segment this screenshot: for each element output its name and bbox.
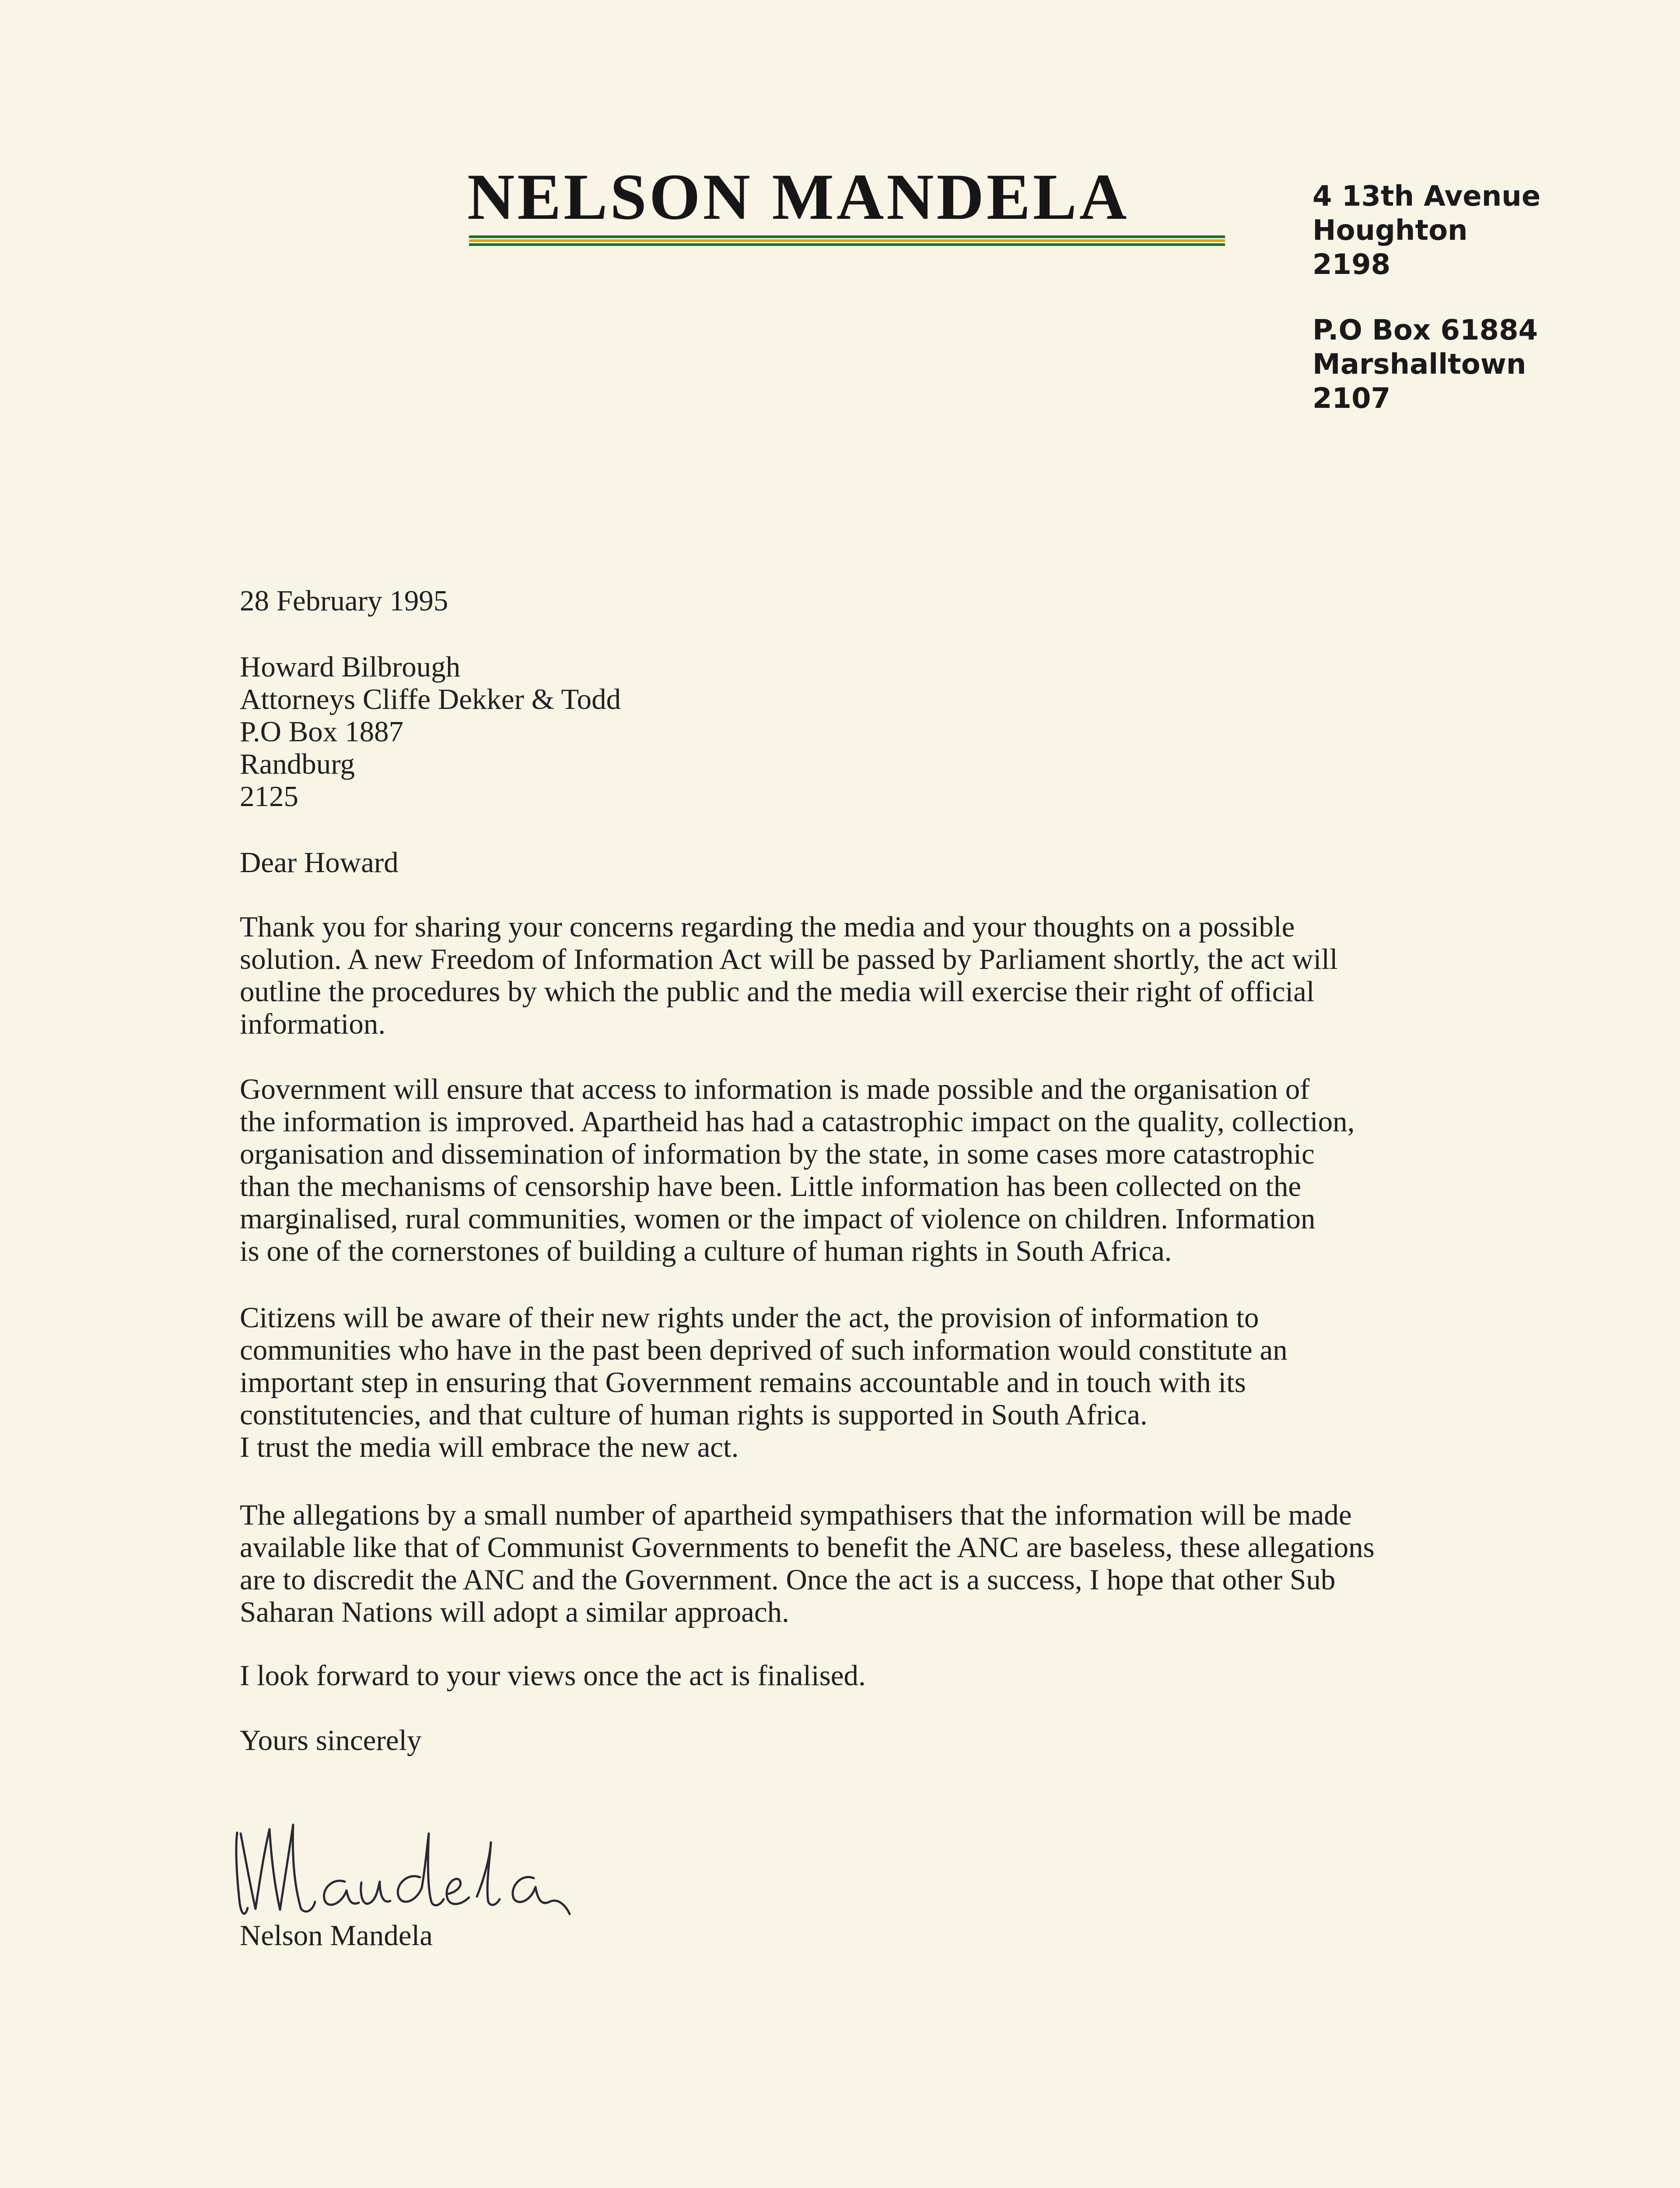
town-line: Marshalltown xyxy=(1312,348,1526,381)
text-line: solution. A new Freedom of Information Act will be passed by Parliament shortly, the act will xyxy=(240,943,1338,975)
street-address xyxy=(1312,179,1540,282)
text-line: Saharan Nations will adopt a similar approach. xyxy=(240,1596,789,1628)
text-line: outline the procedures by which the public and the media will exercise their right of official xyxy=(240,975,1315,1008)
postcode-line: 2198 xyxy=(1312,249,1391,281)
recipient-postcode: 2125 xyxy=(240,780,298,813)
text-line: marginalised, rural communities, women or the impact of violence on children. Information xyxy=(240,1203,1316,1235)
text-line: organisation and dissemination of information by the state, in some cases more catastrophic xyxy=(240,1138,1315,1170)
signatory-name: Nelson Mandela xyxy=(240,1919,433,1952)
recipient-town: Randburg xyxy=(240,748,355,780)
letterhead-rule-gold xyxy=(469,239,1225,242)
suburb-line: Houghton xyxy=(1312,214,1468,247)
recipient-po-box: P.O Box 1887 xyxy=(240,715,404,748)
letterhead-title: NELSON MANDELA xyxy=(467,161,1130,233)
letterhead-rule-green xyxy=(469,235,1225,238)
paragraph-5 xyxy=(240,1659,866,1692)
text-line: information. xyxy=(240,1008,386,1040)
text-line: important step in ensuring that Government remains accountable and in touch with its xyxy=(240,1366,1246,1399)
paragraph-2 xyxy=(240,1073,1354,1267)
recipient-address xyxy=(240,651,621,813)
letterhead-underline xyxy=(469,235,1225,247)
letter-date: 28 February 1995 xyxy=(240,585,448,617)
text-line: available like that of Communist Governments to benefit the ANC are baseless, these allegations xyxy=(240,1531,1375,1564)
letterhead-rule-green-lower xyxy=(469,243,1225,246)
text-line: Citizens will be aware of their new rights under the act, the provision of information to xyxy=(240,1301,1259,1334)
text-line: the information is improved. Apartheid has had a catastrophic impact on the quality, collection, xyxy=(240,1105,1355,1138)
text-line: than the mechanisms of censorship have been. Little information has been collected on the xyxy=(240,1170,1302,1203)
paragraph-1 xyxy=(240,911,1338,1040)
street-line: 4 13th Avenue xyxy=(1312,180,1541,213)
handwritten-signature xyxy=(228,1816,604,1934)
paragraph-4 xyxy=(240,1499,1375,1628)
recipient-firm: Attorneys Cliffe Dekker & Todd xyxy=(240,683,621,715)
recipient-name: Howard Bilbrough xyxy=(240,651,461,683)
po-box-line: P.O Box 61884 xyxy=(1312,314,1538,347)
text-line: I look forward to your views once the act is finalised. xyxy=(240,1659,866,1692)
salutation: Dear Howard xyxy=(240,846,399,879)
text-line: Thank you for sharing your concerns regarding the media and your thoughts on a possible xyxy=(240,911,1295,943)
closing: Yours sincerely xyxy=(240,1724,422,1757)
text-line: Government will ensure that access to information is made possible and the organisation of xyxy=(240,1073,1310,1105)
text-line: communities who have in the past been deprived of such information would constitute an xyxy=(240,1334,1288,1366)
text-line: are to discredit the ANC and the Government. Once the act is a success, I hope that other Sub xyxy=(240,1564,1336,1596)
postal-address xyxy=(1312,313,1538,416)
text-line: is one of the cornerstones of building a culture of human rights in South Africa. xyxy=(240,1235,1172,1267)
text-line: constitutencies, and that culture of human rights is supported in South Africa. xyxy=(240,1399,1148,1431)
postal-code-line: 2107 xyxy=(1312,382,1391,415)
text-line: The allegations by a small number of apartheid sympathisers that the information will be made xyxy=(240,1499,1352,1531)
paragraph-3 xyxy=(240,1301,1288,1463)
text-line: I trust the media will embrace the new act. xyxy=(240,1431,739,1463)
